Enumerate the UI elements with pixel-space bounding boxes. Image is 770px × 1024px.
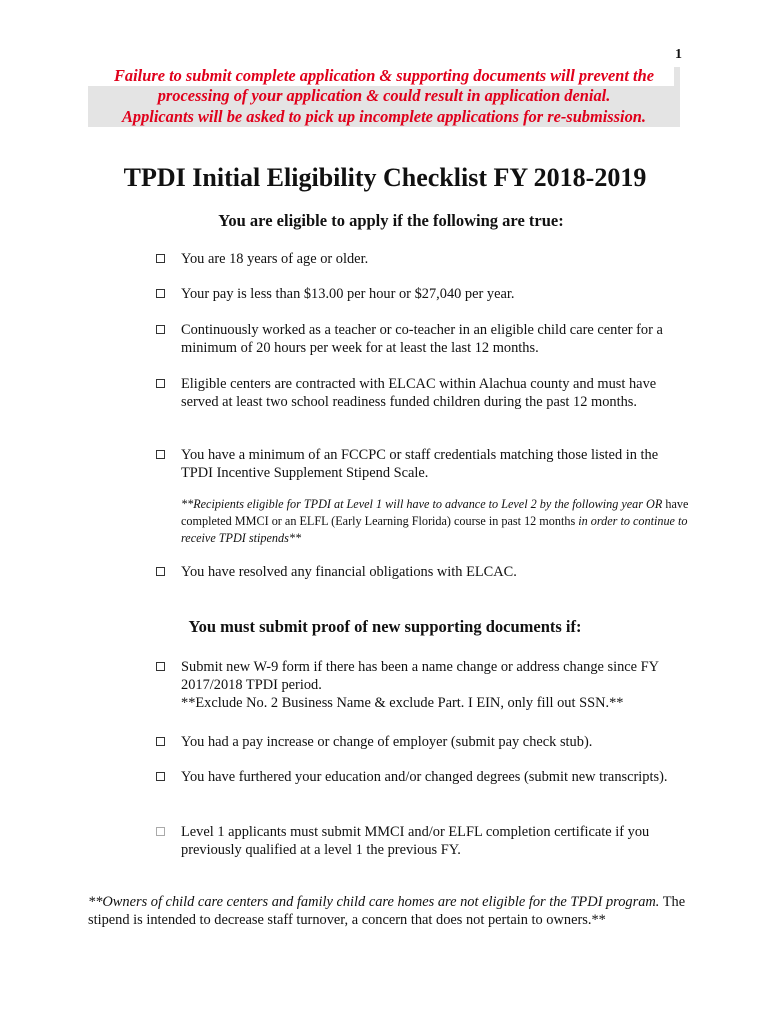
checklist-item-education [156,768,686,786]
checklist-item-pay-increase [156,733,686,751]
checklist-item-text: Your pay is less than $13.00 per hour or $27,040 per year. [181,286,515,302]
warning-banner [88,67,680,127]
checklist-item-text: You have resolved any financial obligations with ELCAC. [181,564,517,580]
warning-line-2: processing of your application & could result in application denial. [157,86,611,105]
level-note [181,496,691,547]
checklist-item-text: Level 1 applicants must submit MMCI and/or ELFL completion certificate if you previously qualified at a level 1 the previous FY. [181,824,650,858]
checklist-item-w9 [156,658,686,712]
checklist-item-subtext: **Exclude No. 2 Business Name & exclude Part. I EIN, only fill out SSN.** [181,695,624,711]
checklist-item-work-history [156,321,686,357]
level-note-italic-end: in order to continue to receive TPDI stipends** [181,514,688,545]
checklist-item-text: You had a pay increase or change of employer (submit pay check stub). [181,734,593,750]
checkbox[interactable] [156,827,165,836]
owners-note-normal: The stipend is intended to decrease staff turnover, a concern that does not pertain to owners.** [88,894,686,928]
checklist-item-pay [156,285,686,303]
level-note-normal: have completed MMCI or an ELFL (Early Learning Florida) course in past 12 months [181,497,689,528]
checklist-item-age [156,250,686,268]
checkbox[interactable] [156,325,165,334]
checkbox[interactable] [156,379,165,388]
checkbox[interactable] [156,737,165,746]
checkbox[interactable] [156,254,165,263]
warning-line-3: Applicants will be asked to pick up incomplete applications for re-submission. [121,107,647,126]
warning-line-1: Failure to submit complete application & supporting documents will prevent the [113,66,655,85]
checklist-item-text: Continuously worked as a teacher or co-teacher in an eligible child care center for a minimum of 20 hours per week for at least the last 12 months. [181,322,663,356]
eligibility-heading: You are eligible to apply if the following are true: [218,211,564,230]
checkbox[interactable] [156,567,165,576]
checklist-item-eligible-centers [156,375,686,411]
page-title: TPDI Initial Eligibility Checklist FY 2018-2019 [123,163,647,192]
level-note-italic: **Recipients eligible for TPDI at Level 1 will have to advance to Level 2 by the following year OR [181,497,663,511]
owners-note-italic: **Owners of child care centers and family child care homes are not eligible for the TPDI program. [88,894,660,910]
checklist-item-text: Submit new W-9 form if there has been a name change or address change since FY 2017/2018 TPDI period. [181,659,659,693]
checklist-item-text: You are 18 years of age or older. [181,251,369,267]
checklist-item-text: You have a minimum of an FCCPC or staff credentials matching those listed in the TPDI Incentive Supplement Stipend Scale. [181,447,659,481]
checklist-item-level1 [156,823,686,859]
checklist-item-text: Eligible centers are contracted with ELCAC within Alachua county and must have served at least two school readiness funded children during the past 12 months. [181,376,657,410]
checklist-item-text: You have furthered your education and/or changed degrees (submit new transcripts). [181,769,668,785]
checkbox[interactable] [156,662,165,671]
checkbox[interactable] [156,772,165,781]
checklist-item-credentials [156,446,686,482]
checkbox[interactable] [156,450,165,459]
owners-note [88,893,688,929]
checklist-item-financial [156,563,686,581]
page-number: 1 [675,47,682,62]
proof-heading: You must submit proof of new supporting documents if: [188,617,582,636]
checkbox[interactable] [156,289,165,298]
